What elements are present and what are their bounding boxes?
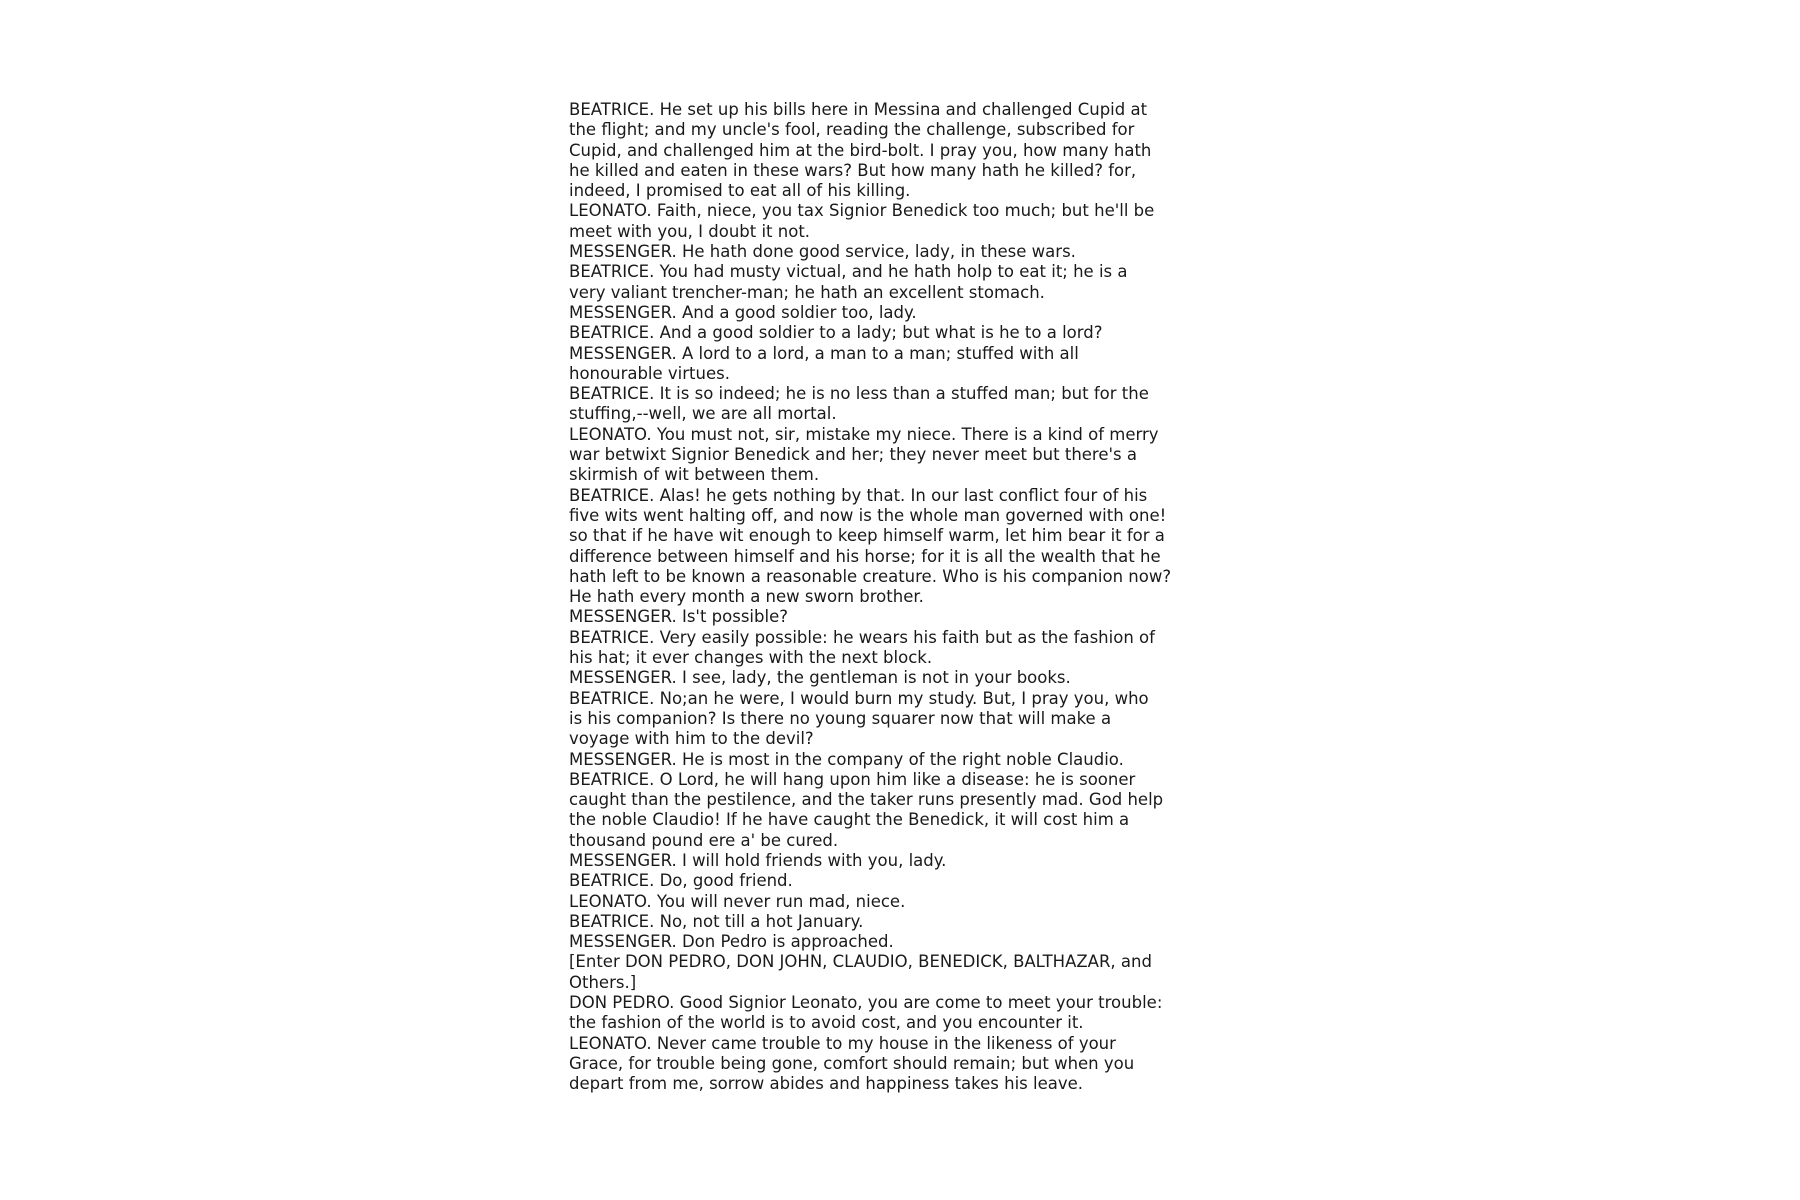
speech-leonato-1: LEONATO. Faith, niece, you tax Signior Benedick too much; but he'll be meet with you, I doubt it not. (569, 201, 1155, 241)
speech-messenger-4: MESSENGER. Is't possible? (569, 607, 788, 627)
speech-messenger-6: MESSENGER. He is most in the company of the right noble Claudio. (569, 749, 1124, 769)
speech-messenger-7: MESSENGER. I will hold friends with you, lady. (569, 850, 947, 870)
speech-leonato-4: LEONATO. Never came trouble to my house in the likeness of your Grace, for trouble being gone, comfort should remain; but when you depart from me, sorrow abides and happiness takes his leave. (569, 1033, 1135, 1094)
speech-leonato-2: LEONATO. You must not, sir, mistake my niece. There is a kind of merry war betwixt Signior Benedick and her; they never meet but there's a skirmish of wit between them. (569, 424, 1159, 485)
speech-messenger-3: MESSENGER. A lord to a lord, a man to a man; stuffed with all honourable virtues. (569, 343, 1079, 383)
speech-beatrice-1: BEATRICE. He set up his bills here in Messina and challenged Cupid at the flight; and my uncle's fool, reading the challenge, subscribed for Cupid, and challenged him at the bird-bolt. I pray you, how many hath he killed and eaten in these wars? But how many hath he killed? for, indeed, I promised to eat all of his killing. (569, 100, 1152, 201)
speech-beatrice-3: BEATRICE. And a good soldier to a lady; but what is he to a lord? (569, 323, 1103, 343)
speech-messenger-1: MESSENGER. He hath done good service, lady, in these wars. (569, 242, 1076, 262)
speech-beatrice-8: BEATRICE. O Lord, he will hang upon him like a disease: he is sooner caught than the pestilence, and the taker runs presently mad. God help the noble Claudio! If he have caught the Benedick, it will cost him a thousand pound ere a' be cured. (569, 769, 1164, 850)
speech-don-pedro-1: DON PEDRO. Good Signior Leonato, you are come to meet your trouble: the fashion of the world is to avoid cost, and you encounter it. (569, 993, 1163, 1033)
speech-messenger-2: MESSENGER. And a good soldier too, lady. (569, 302, 917, 322)
speech-beatrice-7: BEATRICE. No;an he were, I would burn my study. But, I pray you, who is his companion? Is there no young squarer now that will make a voyage with him to the devil? (569, 688, 1149, 749)
speech-messenger-5: MESSENGER. I see, lady, the gentleman is not in your books. (569, 668, 1071, 688)
speech-beatrice-9: BEATRICE. Do, good friend. (569, 871, 793, 891)
speech-leonato-3: LEONATO. You will never run mad, niece. (569, 891, 906, 911)
speech-messenger-8: MESSENGER. Don Pedro is approached. (569, 932, 894, 952)
stage-direction: [Enter DON PEDRO, DON JOHN, CLAUDIO, BENEDICK, BALTHAZAR, and Others.] (569, 952, 1152, 992)
speech-beatrice-5: BEATRICE. Alas! he gets nothing by that. In our last conflict four of his five wits went halting off, and now is the whole man governed with one! so that if he have wit enough to keep himself warm, let him bear it for a difference between himself and his horse; for it is all the wealth that he hath left to be known a reasonable creature. Who is his companion now? He hath every month a new sworn brother. (569, 485, 1172, 607)
speech-beatrice-10: BEATRICE. No, not till a hot January. (569, 911, 864, 931)
speech-beatrice-2: BEATRICE. You had musty victual, and he hath holp to eat it; he is a very valiant trencher-man; he hath an excellent stomach. (569, 262, 1128, 302)
speech-beatrice-6: BEATRICE. Very easily possible: he wears his faith but as the fashion of his hat; it ever changes with the next block. (569, 627, 1155, 668)
speech-beatrice-4: BEATRICE. It is so indeed; he is no less than a stuffed man; but for the stuffing,--well, we are all mortal. (569, 384, 1149, 424)
document-page (569, 100, 1209, 1095)
